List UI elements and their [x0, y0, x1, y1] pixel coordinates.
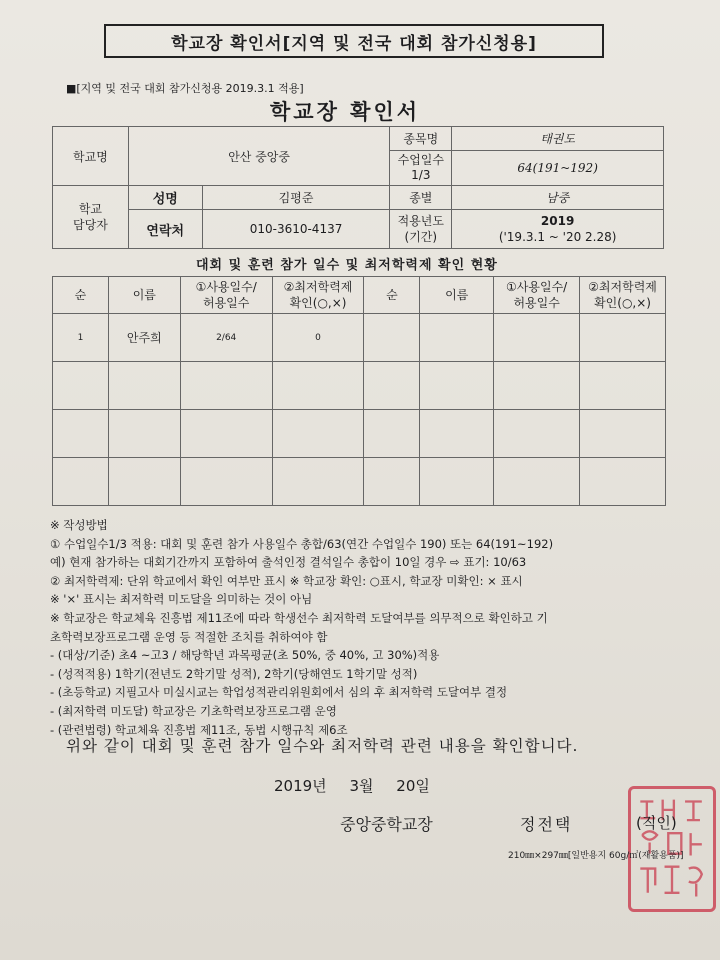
year-value-cell: [452, 210, 664, 249]
header-days-2: [494, 277, 580, 314]
period-value: ('19.3.1 ~ '20 2.28): [498, 230, 617, 244]
empty-cell: [494, 410, 580, 458]
note-line: ② 최저학력제: 단위 학교에서 확인 여부만 표시 ※ 학교장 확인: ○표시, 학교장 미확인: × 표시: [50, 573, 523, 588]
days-label-line2: 1/3: [411, 168, 431, 182]
empty-cell: [53, 458, 109, 506]
gender-label: 종별: [390, 186, 452, 210]
date-year: 2019년: [274, 777, 327, 795]
empty-cell: [180, 458, 272, 506]
empty-cell: [108, 458, 180, 506]
status-title: 대회 및 훈련 참가 일수 및 최저학력제 확인 현황: [196, 258, 498, 273]
status-table: [52, 276, 666, 506]
seal-label: (직인): [636, 814, 677, 832]
empty-cell: [272, 410, 364, 458]
row-days: 2/64: [180, 314, 272, 362]
year-label-line1: 적용년도: [397, 214, 444, 228]
empty-cell: [180, 362, 272, 410]
form-note: ■[지역 및 전국 대회 참가신청용 2019.3.1 적용]: [66, 82, 304, 95]
empty-cell: [494, 362, 580, 410]
header-name: 이름: [108, 277, 180, 314]
empty-cell: [494, 458, 580, 506]
issue-date: [274, 775, 448, 796]
empty-cell: [272, 458, 364, 506]
empty-cell: [364, 314, 420, 362]
table-row: [53, 314, 666, 362]
header-min-line1: ②최저학력제: [283, 280, 353, 294]
header-min-line2: 확인(○,×): [289, 296, 347, 310]
header-min: [272, 277, 364, 314]
empty-cell: [580, 362, 666, 410]
empty-cell: [420, 410, 494, 458]
days-label: [390, 151, 452, 186]
main-title: 학교장 확인서: [270, 100, 421, 124]
name-value: 김평준: [202, 186, 390, 210]
status-header-row: [53, 277, 666, 314]
phone-label: 연락처: [128, 210, 202, 249]
row-no: 1: [53, 314, 109, 362]
empty-cell: [108, 410, 180, 458]
header-name-2: 이름: [420, 277, 494, 314]
empty-cell: [364, 362, 420, 410]
note-line: 예) 현재 참가하는 대회기간까지 포함하여 출석인정 결석일수 총합이 10일 경우 ⇨ 표기: 10/63: [50, 555, 527, 570]
note-line: ※ 학교장은 학교체육 진흥법 제11조에 따라 학생선수 최저학력 도달여부를 의무적으로 확인하고 기: [50, 610, 548, 625]
confirmation-text: 위와 같이 대회 및 훈련 참가 일수와 최저학력 관련 내용을 확인합니다.: [66, 737, 579, 755]
empty-cell: [53, 410, 109, 458]
date-month: 3월: [349, 777, 374, 795]
table-row: [53, 458, 666, 506]
header-days-2-line2: 허용일수: [513, 296, 560, 310]
event-label: 종목명: [390, 127, 452, 151]
phone-value: 010-3610-4137: [202, 210, 390, 249]
header-title: 학교장 확인서[지역 및 전국 대회 참가신청용]: [104, 24, 604, 58]
empty-cell: [108, 362, 180, 410]
instructions: [50, 516, 690, 739]
note-line: - (초등학교) 지필고사 미실시교는 학업성적관리위원회에서 심의 후 최저학력 도달여부 결정: [50, 685, 508, 700]
table-row: [53, 410, 666, 458]
note-line: 초학력보장프로그램 운영 등 적절한 조치를 취하여야 함: [50, 629, 328, 644]
info-table: [52, 126, 664, 249]
note-line: - (성적적용) 1학기(전년도 2학기말 성적), 2학기(당해연도 1학기말 성적): [50, 666, 418, 681]
gender-value: 남중: [452, 186, 664, 210]
contact-label-line2: 담당자: [73, 218, 108, 232]
contact-label: [53, 186, 129, 249]
year-value: 2019: [540, 214, 575, 228]
empty-cell: [420, 362, 494, 410]
school-label: 학교명: [53, 127, 129, 186]
header-min-2-line1: ②최저학력제: [588, 280, 657, 294]
note-line: - (관련법령) 학교체육 진흥법 제11조, 동법 시행규칙 제6조: [50, 722, 348, 737]
days-value: 64(191~192): [452, 151, 664, 186]
empty-cell: [180, 410, 272, 458]
header-days-line2: 허용일수: [202, 296, 250, 310]
empty-cell: [420, 458, 494, 506]
header-no-2: 순: [364, 277, 420, 314]
contact-label-line1: 학교: [78, 202, 103, 216]
row-name: 안주희: [108, 314, 180, 362]
empty-cell: [364, 410, 420, 458]
note-line: ※ 작성방법: [50, 518, 108, 532]
year-label: [390, 210, 452, 249]
header-min-2-line2: 확인(○,×): [594, 296, 651, 310]
header-days: [180, 277, 272, 314]
note-line: - (대상/기준) 초4 ~고3 / 해당학년 과목평균(초 50%, 중 40%, 고 30%)적용: [50, 648, 440, 663]
note-line: - (최저학력 미도달) 학교장은 기초학력보장프로그램 운영: [50, 703, 337, 718]
name-label: 성명: [128, 186, 202, 210]
empty-cell: [272, 362, 364, 410]
header-no: 순: [53, 277, 109, 314]
empty-cell: [580, 458, 666, 506]
principal-label: 중앙중학교장: [340, 815, 433, 834]
header-min-2: [580, 277, 666, 314]
days-label-line1: 수업일수: [397, 153, 444, 167]
year-label-line2: (기간): [404, 230, 438, 244]
header-days-line1: ①사용일수/: [195, 280, 257, 294]
header-days-2-line1: ①사용일수/: [506, 280, 568, 294]
date-day: 20일: [396, 777, 430, 795]
empty-cell: [420, 314, 494, 362]
empty-cell: [580, 410, 666, 458]
event-value: 태권도: [452, 127, 664, 151]
paper-size-note: 210㎜×297㎜[일반용지 60g/㎡(재활용품)]: [508, 851, 684, 861]
empty-cell: [580, 314, 666, 362]
note-line: ① 수업일수1/3 적용: 대회 및 훈련 참가 사용일수 총합/63(연간 수업일수 190) 또는 64(191~192): [50, 536, 554, 551]
principal-name: 정전택: [520, 815, 573, 834]
empty-cell: [53, 362, 109, 410]
school-name: 안산 중앙중: [128, 127, 390, 186]
table-row: [53, 362, 666, 410]
empty-cell: [494, 314, 580, 362]
note-line: ※ '×' 표시는 최저학력 미도달을 의미하는 것이 아님: [50, 592, 313, 607]
empty-cell: [364, 458, 420, 506]
row-min: 0: [272, 314, 364, 362]
